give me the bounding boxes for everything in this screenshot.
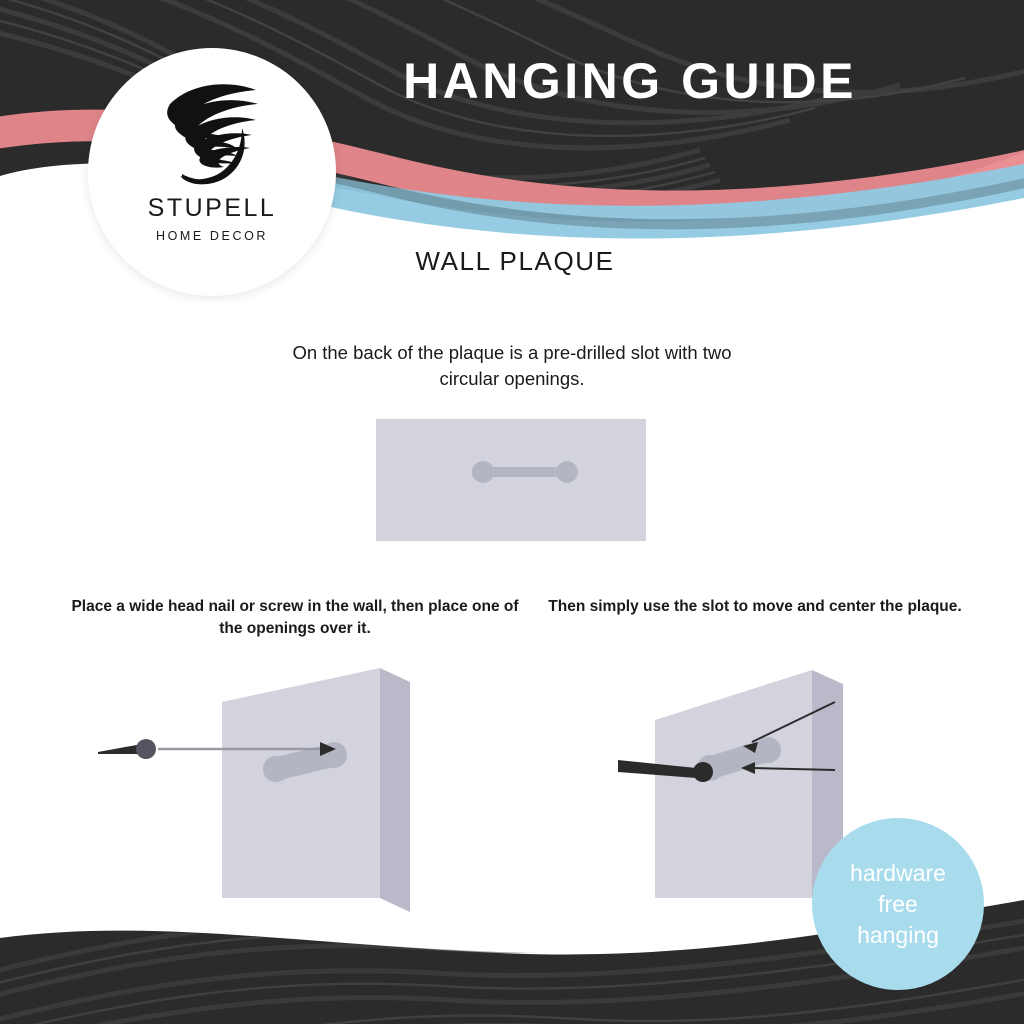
badge-line-2: free [878, 890, 918, 917]
hardware-free-hanging-badge [812, 818, 984, 990]
logo-badge [88, 48, 336, 296]
badge-line-3: hanging [857, 921, 939, 948]
step-3-instruction: Then simply use the slot to move and center the plaque. [548, 598, 962, 615]
step-2-instruction: Place a wide head nail or screw in the wall, then place one of the openings over it. [71, 598, 519, 637]
plaque-edge [380, 668, 410, 912]
plaque-face [655, 670, 812, 898]
keyhole-slot-icon [470, 459, 580, 485]
stupell-swoosh-logo-icon [152, 74, 272, 192]
logo-brand-subtitle: HOME DECOR [155, 229, 269, 243]
step-1-instruction: On the back of the plaque is a pre-drilled slot with two circular openings. [292, 342, 732, 389]
nail-icon [98, 739, 156, 759]
logo-brand-name: STUPELL [147, 194, 277, 222]
page-title: HANGING GUIDE [403, 53, 857, 109]
badge-line-1: hardware [850, 859, 946, 886]
plaque-face [222, 668, 380, 898]
product-type-label: WALL PLAQUE [415, 246, 615, 276]
step-2-figure [80, 650, 460, 930]
